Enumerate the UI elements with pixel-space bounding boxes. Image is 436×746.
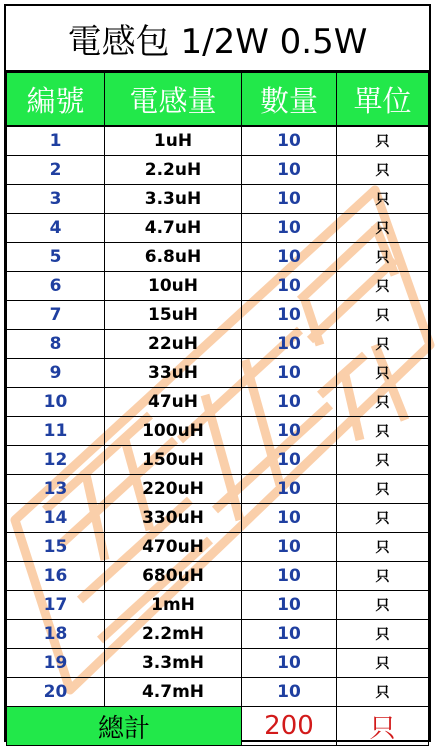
row-inductance: 33uH [105, 359, 242, 388]
row-inductance: 680uH [105, 562, 242, 591]
row-unit: 只 [337, 504, 429, 533]
row-unit: 只 [337, 562, 429, 591]
row-quantity: 10 [242, 301, 337, 330]
row-number: 10 [7, 388, 105, 417]
row-unit: 只 [337, 301, 429, 330]
table-row [7, 562, 429, 591]
table-row [7, 446, 429, 475]
row-quantity: 10 [242, 185, 337, 214]
row-quantity: 10 [242, 359, 337, 388]
row-number: 14 [7, 504, 105, 533]
table-row [7, 272, 429, 301]
row-number: 3 [7, 185, 105, 214]
table-row [7, 649, 429, 678]
row-quantity: 10 [242, 533, 337, 562]
row-quantity: 10 [242, 330, 337, 359]
header-inductance: 電感量 [105, 73, 242, 127]
row-number: 4 [7, 214, 105, 243]
row-quantity: 10 [242, 214, 337, 243]
row-unit: 只 [337, 678, 429, 707]
row-inductance: 330uH [105, 504, 242, 533]
row-number: 7 [7, 301, 105, 330]
row-quantity: 10 [242, 475, 337, 504]
table-row [7, 591, 429, 620]
row-unit: 只 [337, 359, 429, 388]
row-number: 12 [7, 446, 105, 475]
row-inductance: 10uH [105, 272, 242, 301]
row-unit: 只 [337, 156, 429, 185]
row-quantity: 10 [242, 388, 337, 417]
row-quantity: 10 [242, 272, 337, 301]
row-quantity: 10 [242, 620, 337, 649]
row-quantity: 10 [242, 649, 337, 678]
total-unit: 只 [337, 707, 429, 746]
table-row [7, 214, 429, 243]
row-unit: 只 [337, 417, 429, 446]
row-quantity: 10 [242, 678, 337, 707]
row-unit: 只 [337, 126, 429, 156]
table-row [7, 301, 429, 330]
sheet-title: 電感包 1/2W 0.5W [6, 6, 429, 72]
row-unit: 只 [337, 214, 429, 243]
row-number: 6 [7, 272, 105, 301]
row-quantity: 10 [242, 446, 337, 475]
row-unit: 只 [337, 446, 429, 475]
table-row [7, 243, 429, 272]
row-quantity: 10 [242, 591, 337, 620]
total-row [7, 707, 429, 746]
row-number: 9 [7, 359, 105, 388]
total-label: 總計 [7, 707, 242, 746]
row-inductance: 470uH [105, 533, 242, 562]
row-number: 20 [7, 678, 105, 707]
row-inductance: 22uH [105, 330, 242, 359]
table-row [7, 330, 429, 359]
row-number: 18 [7, 620, 105, 649]
row-unit: 只 [337, 620, 429, 649]
row-unit: 只 [337, 243, 429, 272]
row-quantity: 10 [242, 156, 337, 185]
row-inductance: 100uH [105, 417, 242, 446]
row-unit: 只 [337, 591, 429, 620]
row-inductance: 4.7mH [105, 678, 242, 707]
table-row [7, 678, 429, 707]
row-inductance: 1mH [105, 591, 242, 620]
table-row [7, 156, 429, 185]
row-number: 13 [7, 475, 105, 504]
row-inductance: 220uH [105, 475, 242, 504]
row-quantity: 10 [242, 243, 337, 272]
table-row [7, 533, 429, 562]
inventory-table [6, 72, 429, 746]
row-number: 15 [7, 533, 105, 562]
row-number: 2 [7, 156, 105, 185]
row-inductance: 3.3uH [105, 185, 242, 214]
row-unit: 只 [337, 649, 429, 678]
row-quantity: 10 [242, 562, 337, 591]
row-unit: 只 [337, 185, 429, 214]
table-row [7, 504, 429, 533]
row-number: 11 [7, 417, 105, 446]
row-unit: 只 [337, 330, 429, 359]
table-row [7, 359, 429, 388]
total-value: 200 [242, 707, 337, 746]
row-number: 5 [7, 243, 105, 272]
row-quantity: 10 [242, 417, 337, 446]
header-quantity: 數量 [242, 73, 337, 127]
row-unit: 只 [337, 475, 429, 504]
row-number: 8 [7, 330, 105, 359]
table-row [7, 185, 429, 214]
row-inductance: 1uH [105, 126, 242, 156]
table-row [7, 475, 429, 504]
row-inductance: 2.2uH [105, 156, 242, 185]
row-inductance: 3.3mH [105, 649, 242, 678]
row-inductance: 4.7uH [105, 214, 242, 243]
row-inductance: 150uH [105, 446, 242, 475]
row-inductance: 47uH [105, 388, 242, 417]
row-quantity: 10 [242, 126, 337, 156]
row-number: 1 [7, 126, 105, 156]
row-number: 19 [7, 649, 105, 678]
row-number: 16 [7, 562, 105, 591]
table-row [7, 620, 429, 649]
row-inductance: 15uH [105, 301, 242, 330]
header-row [7, 73, 429, 127]
row-unit: 只 [337, 388, 429, 417]
row-quantity: 10 [242, 504, 337, 533]
row-number: 17 [7, 591, 105, 620]
row-unit: 只 [337, 272, 429, 301]
row-inductance: 2.2mH [105, 620, 242, 649]
table-row [7, 126, 429, 156]
table-row [7, 388, 429, 417]
row-unit: 只 [337, 533, 429, 562]
table-row [7, 417, 429, 446]
row-inductance: 6.8uH [105, 243, 242, 272]
inductor-kit-sheet [4, 4, 431, 742]
header-unit: 單位 [337, 73, 429, 127]
header-number: 編號 [7, 73, 105, 127]
